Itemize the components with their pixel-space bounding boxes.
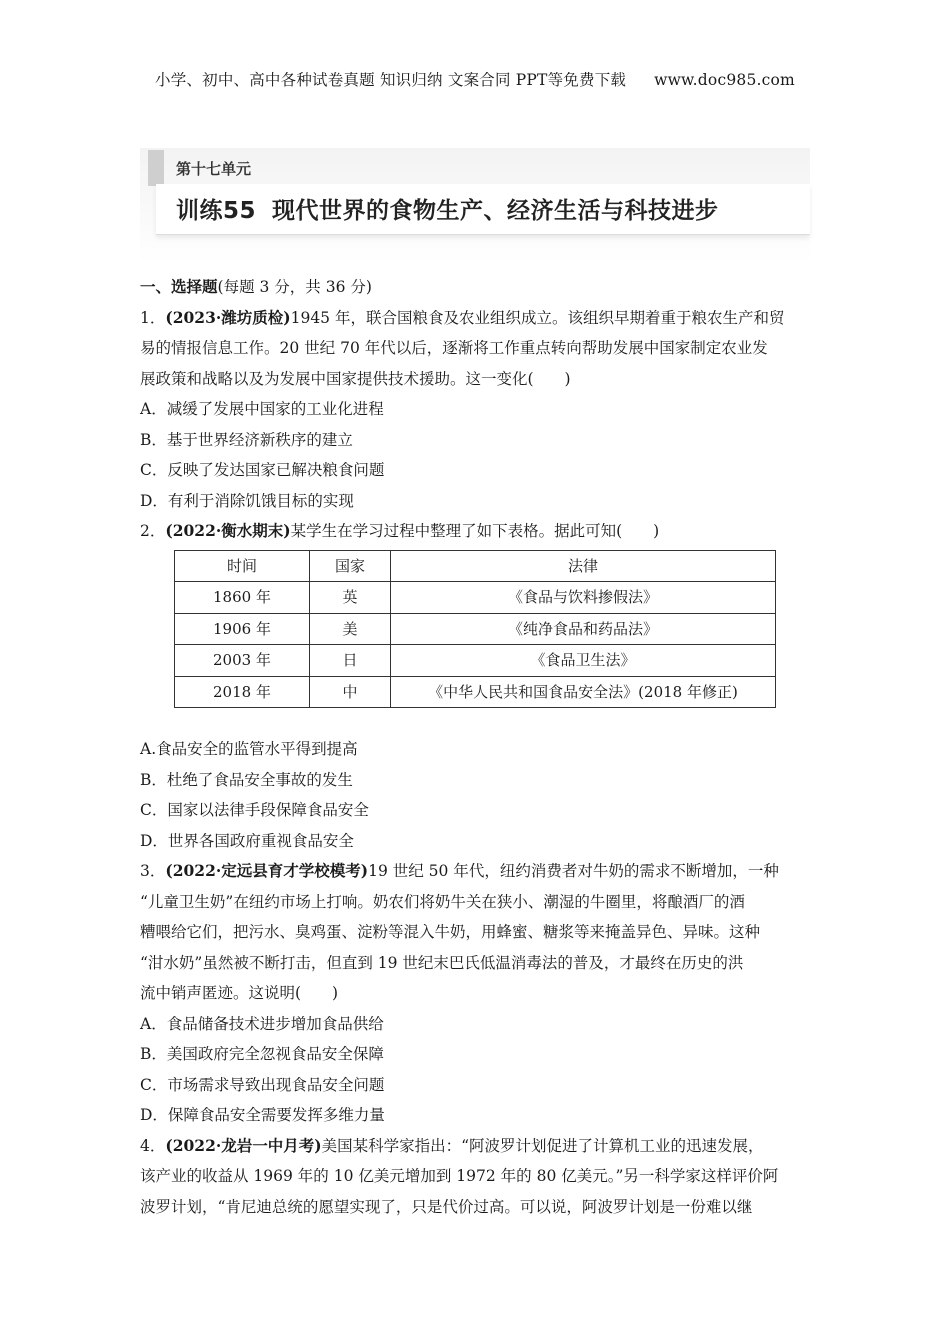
q1-option-d[interactable]: D．有利于消除饥饿目标的实现 (140, 491, 354, 510)
q3-option-d[interactable]: D．保障食品安全需要发挥多维力量 (140, 1106, 385, 1124)
q4-line-1 (140, 1131, 810, 1162)
table-cell: 2003 年 (175, 645, 310, 677)
table-row (175, 645, 776, 677)
q3-line-5: 流中销声匿迹。这说明( ) (140, 984, 339, 1002)
question-content (140, 272, 810, 1222)
table-row (175, 676, 776, 708)
q1-line-3: 展政策和战略以及为发展中国家提供技术援助。这一变化( ) (140, 369, 571, 388)
q1-number: 1． (140, 308, 166, 327)
q3-option-b[interactable]: B．美国政府完全忽视食品安全保障 (140, 1045, 384, 1063)
section-heading (140, 272, 810, 303)
q3-option-a[interactable]: A．食品储备技术进步增加食品供给 (140, 1014, 384, 1033)
q4-line-3: 波罗计划，“肯尼迪总统的愿望实现了，只是代价过高。可以说，阿波罗计划是一份难以继 (140, 1197, 753, 1216)
q4-number: 4． (140, 1136, 166, 1155)
table-cell: 《食品与饮料掺假法》 (391, 582, 776, 614)
table-cell: 2018 年 (175, 676, 310, 708)
table-cell: 《中华人民共和国食品安全法》(2018 年修正) (391, 676, 776, 708)
q4-text: 美国某科学家指出：“阿波罗计划促进了计算机工业的迅速发展， (321, 1136, 764, 1155)
q2-source: (2022·衡水期末) (165, 521, 291, 540)
q3-number: 3． (140, 862, 166, 880)
law-table (174, 550, 776, 709)
q1-option-a[interactable]: A．减缓了发展中国家的工业化进程 (140, 400, 384, 418)
q3-line-2: “儿童卫生奶”在纽约市场上打响。奶农们将奶牛关在狭小、潮湿的牛圈里，将酿酒厂的酒 (140, 892, 745, 911)
q3-line-4: “泔水奶”虽然被不断打击，但直到 19 世纪末巴氏低温消毒法的普及，才最终在历史的洪 (140, 953, 744, 972)
page-header (0, 68, 950, 90)
q1-line-1 (140, 303, 810, 334)
training-title: 现代世界的食物生产、经济生活与科技进步 (272, 198, 719, 224)
q2-option-c[interactable]: C．国家以法律手段保障食品安全 (140, 801, 369, 819)
table-cell: 1860 年 (175, 582, 310, 614)
header-text: 小学、初中、高中各种试卷真题 知识归纳 文案合同 PPT等免费下载 (155, 71, 627, 89)
page-title (176, 192, 719, 225)
table-row (175, 582, 776, 614)
table-cell: 美 (310, 613, 391, 645)
table-cell: 1906 年 (175, 613, 310, 645)
q1-line-2: 易的情报信息工作。20 世纪 70 年代以后，逐渐将工作重点转向帮助发展中国家制定农业发 (140, 339, 768, 357)
q3-text: 19 世纪 50 年代，纽约消费者对牛奶的需求不断增加，一种 (368, 862, 779, 880)
q3-line-1 (140, 856, 810, 887)
table-header: 国家 (310, 550, 391, 582)
table-header: 时间 (175, 550, 310, 582)
q2-line-1 (140, 516, 810, 547)
q3-line-3: 糟喂给它们，把污水、臭鸡蛋、淀粉等混入牛奶，用蜂蜜、糖浆等来掩盖异色、异味。这种 (140, 923, 761, 941)
training-number: 训练55 (176, 198, 257, 224)
q2-option-b[interactable]: B．杜绝了食品安全事故的发生 (140, 770, 353, 789)
q3-source: (2022·定远县育才学校模考) (165, 861, 369, 880)
q1-text: 1945 年，联合国粮食及农业组织成立。该组织早期着重于粮农生产和贸 (290, 308, 785, 327)
table-cell: 英 (310, 582, 391, 614)
q1-option-c[interactable]: C．反映了发达国家已解决粮食问题 (140, 461, 385, 479)
table-cell: 《食品卫生法》 (391, 645, 776, 677)
table-header-row (175, 550, 776, 582)
section-note: (每题 3 分，共 36 分) (217, 278, 372, 296)
q1-option-b[interactable]: B．基于世界经济新秩序的建立 (140, 430, 353, 449)
section-title: 一、选择题 (140, 277, 218, 296)
unit-label: 第十七单元 (176, 160, 252, 178)
table-row (175, 613, 776, 645)
q4-line-2: 该产业的收益从 1969 年的 10 亿美元增加到 1972 年的 80 亿美元。”另一科学家这样评价阿 (140, 1167, 779, 1185)
table-cell: 《纯净食品和药品法》 (391, 613, 776, 645)
q4-source: (2022·龙岩一中月考) (165, 1135, 322, 1155)
q2-number: 2． (140, 522, 166, 540)
table-cell: 日 (310, 645, 391, 677)
q2-option-d[interactable]: D．世界各国政府重视食品安全 (140, 831, 354, 850)
table-header: 法律 (391, 550, 776, 582)
table-cell: 中 (310, 676, 391, 708)
unit-bar-decoration (148, 150, 164, 186)
q2-stem: 某学生在学习过程中整理了如下表格。据此可知( ) (290, 522, 660, 540)
q2-option-a[interactable]: A.食品安全的监管水平得到提高 (140, 740, 358, 758)
q1-source: (2023·潍坊质检) (165, 307, 291, 327)
header-url[interactable]: www.doc985.com (654, 71, 795, 89)
q3-option-c[interactable]: C．市场需求导致出现食品安全问题 (140, 1075, 385, 1094)
